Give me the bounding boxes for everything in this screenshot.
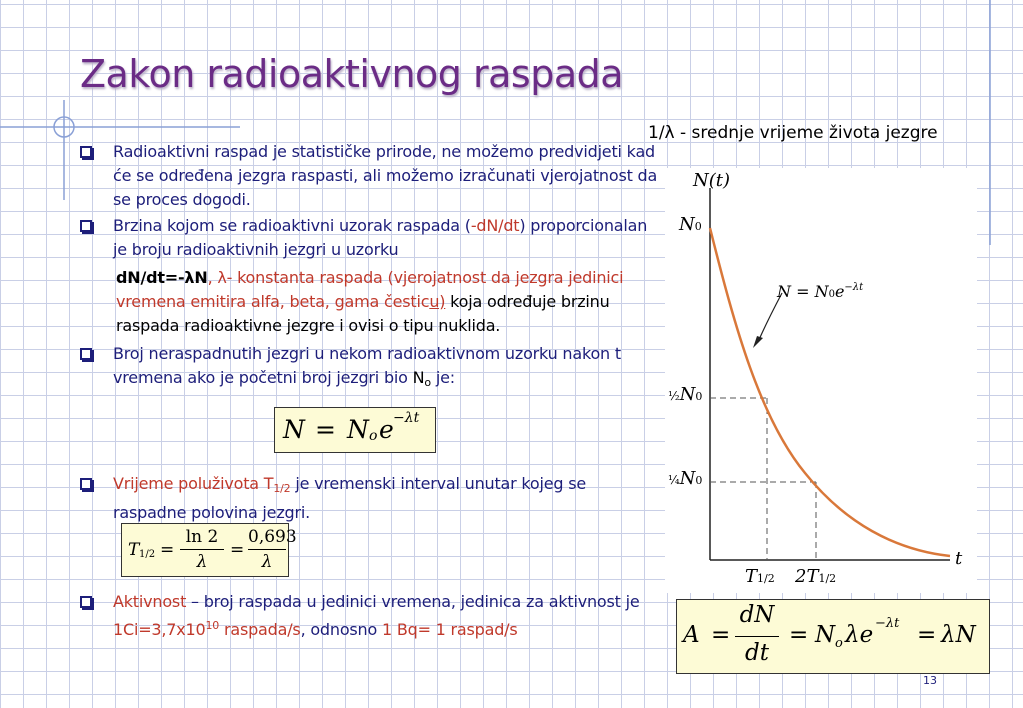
bullet-list-3 — [80, 590, 660, 642]
bullet-list-2 — [80, 472, 660, 525]
curve-eq-lhs: N = N — [777, 282, 829, 301]
arrow-head-icon — [753, 336, 763, 348]
activity-term: Aktivnost — [113, 592, 187, 611]
bullet-text: ) proporcionalan je broju radioaktivnih jezgri u uzorku — [113, 216, 648, 259]
mean-lifetime-note: 1/λ - srednje vrijeme života jezgre — [648, 123, 938, 143]
tick-quarter-frac: ¼ — [668, 473, 680, 487]
curie-exponent: 10 — [205, 619, 220, 632]
initial-count-symbol — [413, 368, 431, 387]
rate-term: -dN/dt — [470, 216, 520, 235]
checkbox-bullet-icon — [80, 220, 92, 232]
half-life-label: Vrijeme poluživota T — [113, 474, 274, 493]
formula-n0: N — [347, 415, 369, 444]
bullet-activity — [80, 590, 660, 642]
page-number: 13 — [923, 674, 937, 687]
tick-half-frac: ½ — [668, 389, 680, 403]
formula-ln2: ln 2 — [185, 527, 219, 547]
tick-n0-letter: N — [679, 214, 695, 235]
bullet-text: je: — [430, 368, 455, 387]
formula-equals-2: = — [789, 622, 809, 648]
bullet-decay-rate — [80, 214, 660, 262]
becquerel-definition: 1 Bq= 1 raspad/s — [381, 620, 518, 639]
bullet-text: Brzina kojom se radioaktivni uzorak raspada ( — [113, 216, 471, 235]
constant-description: koja određuje brzinu raspada radioaktivne jezgre i ovisi o tipu nuklida. — [116, 292, 610, 335]
curie-unit: raspada/s — [219, 620, 301, 639]
formula-lambda-n: λN — [941, 622, 976, 648]
formula-a: A — [683, 622, 700, 648]
tick-2t-sub: 1/2 — [818, 572, 837, 585]
tick-t-letter: T — [745, 566, 758, 587]
bullet-text: Radioaktivni raspad je statističke prirode, ne možemo predvidjeti kad će se određena jezgra raspasti, ali možemo izračunati vjerojatnost da se proces dogodi. — [113, 142, 658, 209]
formula-equals: = — [711, 622, 731, 648]
y-axis-label: N(t) — [693, 170, 731, 191]
tick-t-half — [745, 566, 775, 587]
rate-equation: dN/dt=-λN — [116, 268, 208, 287]
curve-eq-sub: 0 — [828, 289, 835, 300]
bullet-statistical-nature — [80, 140, 660, 212]
formula-t-sub: 1/2 — [139, 549, 156, 560]
bullet-text: – broj raspada u jedinici vremena, jedinica za aktivnost je — [186, 592, 640, 611]
checkbox-bullet-icon — [80, 478, 92, 490]
fraction-bar — [735, 636, 779, 637]
decay-law-formula — [274, 407, 436, 453]
checkbox-bullet-icon — [80, 596, 92, 608]
slide-title: Zakon radioaktivnog raspada — [80, 52, 624, 96]
decay-curve-svg — [665, 168, 977, 593]
checkbox-bullet-icon — [80, 348, 92, 360]
formula-dt: dt — [745, 640, 769, 666]
formula-lambda-e: λe — [845, 622, 874, 648]
decay-curve-graph — [665, 168, 977, 593]
formula-lambda: λ — [196, 552, 208, 572]
half-life-term — [113, 474, 290, 493]
fraction-bar-2 — [248, 549, 286, 550]
fraction-bar — [180, 549, 224, 550]
formula-exponent: −λt — [875, 616, 900, 631]
bullet-list — [80, 140, 660, 395]
decay-curve — [710, 228, 950, 556]
half-life-subscript: 1/2 — [273, 482, 291, 495]
tick-n0-sub: 0 — [694, 220, 702, 233]
formula-equals-2: = — [230, 540, 245, 560]
curve-equation-label — [777, 282, 863, 301]
tick-quarter-n0 — [668, 468, 702, 489]
constant-definition-end: u) — [429, 292, 446, 311]
tick-2t-half — [795, 566, 836, 587]
formula-0693: 0,693 — [248, 527, 297, 547]
formula-exponent: −λt — [393, 410, 420, 426]
curve-eq-exp: −λt — [844, 282, 864, 293]
bullet-text: , odnosno — [300, 620, 382, 639]
tick-2t-letter: 2T — [795, 566, 819, 587]
formula-equals: = — [315, 415, 336, 444]
formula-dn: dN — [739, 602, 775, 628]
tick-quarter-letter: N — [679, 468, 696, 489]
formula-n0-sub: o — [835, 636, 843, 651]
checkbox-bullet-icon — [80, 146, 92, 158]
tick-quarter-sub: 0 — [695, 474, 703, 487]
curie-value: 1Ci=3,7x10 — [113, 620, 206, 639]
bullet-text: Broj neraspadnutih jezgri u nekom radioaktivnom uzorku nakon t vremena ako je početni broj jezgri bio — [113, 344, 621, 387]
constant-definition: , λ- konstanta raspada (vjerojatnost da jezgra jedinici vremena emitira alfa, beta, gama čestic — [116, 268, 624, 311]
x-axis-label: t — [955, 548, 963, 569]
half-life-formula — [121, 523, 297, 577]
bullet-half-life — [80, 472, 660, 525]
formula-t: T — [128, 540, 140, 560]
curve-eq-e: e — [834, 282, 845, 301]
tick-n0 — [679, 214, 702, 235]
formula-n0-sub: o — [369, 428, 378, 444]
tick-t-sub: 1/2 — [757, 572, 775, 585]
formula-lambda-2: λ — [261, 552, 273, 572]
bullet-undecayed-nuclei — [80, 342, 660, 395]
activity-formula — [676, 599, 990, 674]
n-subscript: o — [424, 376, 431, 389]
formula-n: N — [283, 415, 305, 444]
bullet-decay-constant — [80, 266, 660, 338]
tick-half-sub: 0 — [695, 390, 703, 403]
formula-equals: = — [160, 540, 175, 560]
tick-half-n0 — [668, 384, 702, 405]
formula-equals-3: = — [917, 622, 937, 648]
bullet-text: je vremenski interval unutar kojeg se raspadne polovina jezgri. — [113, 474, 587, 522]
tick-half-letter: N — [679, 384, 696, 405]
formula-e: e — [379, 415, 394, 444]
n-letter: N — [412, 368, 425, 387]
formula-n0: N — [815, 622, 836, 648]
